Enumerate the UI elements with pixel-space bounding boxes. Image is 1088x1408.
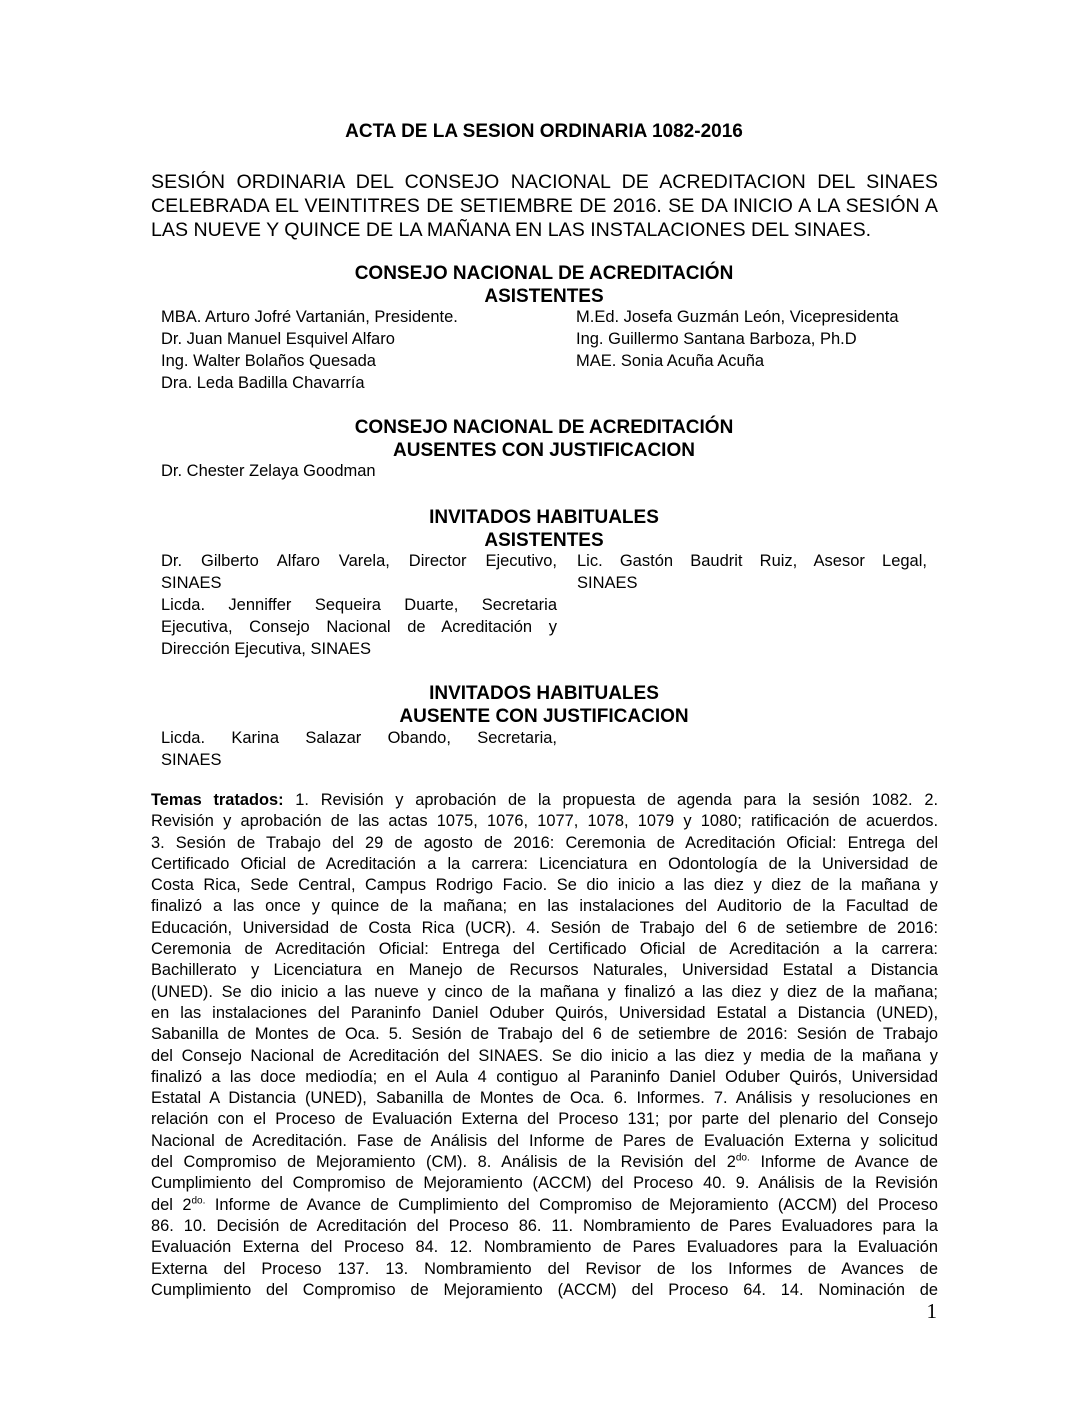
topics-line: 86. 10. Decisión de Acreditación del Proceso 86. 11. Nombramiento de Pares Evaluadores para la — [151, 1216, 938, 1235]
topics-line: finalizó a las once y quince de la mañana; en las instalaciones del Auditorio de la Facultad de — [151, 897, 938, 916]
guest-line: Dr. Gilberto Alfaro Varela, Director Ejecutivo, — [161, 552, 557, 570]
guests-absent-heading — [0, 682, 1088, 728]
superscript: do. — [191, 1195, 206, 1207]
topics-line — [151, 1152, 938, 1173]
council-absent-list — [161, 460, 376, 482]
attendee-name: Dra. Leda Badilla Chavarría — [161, 374, 365, 392]
topics-paragraph — [151, 790, 938, 1301]
topics-line: Externa del Proceso 137. 13. Nombramiento del Revisor de los Informes de Avances de — [151, 1259, 938, 1278]
topics-text: del Compromiso de Mejoramiento (CM). 8. Análisis de la Revisión del 2 — [151, 1153, 736, 1172]
topics-line: Bachillerato y Licenciatura en Manejo de Recursos Naturales, Universidad Estatal a Distancia — [151, 961, 938, 980]
topics-line: Estatal A Distancia (UNED), Sabanilla de Montes de Oca. 6. Informes. 7. Análisis y resoluciones en — [151, 1089, 938, 1108]
topics-line: Revisión y aprobación de las actas 1075, 1076, 1077, 1078, 1079 y 1080; ratificación de acuerdos. — [151, 812, 938, 831]
attendee-name: Dr. Juan Manuel Esquivel Alfaro — [161, 330, 395, 348]
topics-line: Cumplimiento del Compromiso de Mejoramiento (ACCM) del Proceso 40. 9. Análisis de la Revisión — [151, 1174, 938, 1193]
attendee-name: Dr. Chester Zelaya Goodman — [161, 462, 376, 480]
topics-line: finalizó a las doce mediodía; en el Aula 4 contiguo al Paraninfo Daniel Oduber Quirós, Universidad — [151, 1067, 938, 1086]
section-heading: CONSEJO NACIONAL DE ACREDITACIÓN — [354, 417, 734, 438]
guest-line: Licda. Jenniffer Sequeira Duarte, Secretaria — [161, 596, 557, 614]
guest-line: SINAES — [161, 574, 222, 592]
council-present-heading — [0, 262, 1088, 308]
topics-line: del Consejo Nacional de Acreditación del SINAES. Se dio inicio a las diez y media de la mañana y — [151, 1046, 938, 1065]
guest-line: Lic. Gastón Baudrit Ruiz, Asesor Legal, — [577, 552, 927, 570]
attendee-name: MAE. Sonia Acuña Acuña — [576, 352, 765, 370]
topics-line: relación con el Proceso de Evaluación Externa del Proceso 131; por parte del plenario del Consejo — [151, 1110, 938, 1129]
topics-line: en las instalaciones del Paraninfo Daniel Oduber Quirós, Universidad Estatal a Distancia (UNED), — [151, 1003, 938, 1022]
topics-line: Certificado Oficial de Acreditación a la carrera: Licenciatura en Odontología de la Universidad de — [151, 854, 938, 873]
topics-text: Informe de Avance de — [749, 1153, 938, 1172]
attendee-name: Ing. Guillermo Santana Barboza, Ph.D — [576, 330, 857, 348]
session-intro — [151, 170, 938, 242]
guest-line: Ejecutiva, Consejo Nacional de Acreditación y — [161, 618, 557, 636]
section-subheading: ASISTENTES — [484, 530, 604, 551]
document-title: ACTA DE LA SESION ORDINARIA 1082-2016 — [345, 121, 743, 142]
council-present-right — [576, 306, 899, 372]
topics-line: Nacional de Acreditación. Fase de Análisis del Informe de Pares de Evaluación Externa y solicitud — [151, 1131, 938, 1150]
council-present-left — [161, 306, 458, 394]
topics-line: Sabanilla de Montes de Oca. 5. Sesión de Trabajo del 6 de setiembre de 2016: Sesión de Trabajo — [151, 1025, 938, 1044]
attendee-name: M.Ed. Josefa Guzmán León, Vicepresidenta — [576, 308, 899, 326]
guest-line: SINAES — [161, 751, 222, 769]
topics-text: 1. Revisión y aprobación de la propuesta de agenda para la sesión 1082. 2. — [283, 791, 938, 809]
topics-text: del 2 — [151, 1195, 192, 1214]
section-heading: INVITADOS HABITUALES — [429, 507, 659, 528]
section-heading: CONSEJO NACIONAL DE ACREDITACIÓN — [354, 263, 734, 284]
topics-line: Educación, Universidad de Costa Rica (UCR). 4. Sesión de Trabajo del 6 de setiembre de 2016: — [151, 918, 938, 937]
attendee-name: MBA. Arturo Jofré Vartanián, Presidente. — [161, 308, 458, 326]
council-absent-heading — [0, 416, 1088, 462]
guest-entry — [577, 550, 927, 594]
page-number: 1 — [926, 1299, 937, 1323]
topics-line: 3. Sesión de Trabajo del 29 de agosto de 2016: Ceremonia de Acreditación Oficial: Entrega del — [151, 833, 938, 852]
intro-line: SESIÓN ORDINARIA DEL CONSEJO NACIONAL DE ACREDITACION DEL SINAES — [151, 171, 938, 193]
topics-line — [151, 790, 938, 811]
topics-line: Cumplimiento del Compromiso de Mejoramiento (ACCM) del Proceso 64. 14. Nominación de — [151, 1280, 938, 1299]
guests-present-heading — [0, 506, 1088, 552]
superscript: do. — [735, 1152, 750, 1164]
section-subheading: AUSENTE CON JUSTIFICACION — [399, 706, 689, 727]
topics-text: Informe de Avance de Cumplimiento del Compromiso de Mejoramiento (ACCM) del Proceso — [205, 1195, 939, 1214]
topics-line: Costa Rica, Sede Central, Campus Rodrigo Facio. Se dio inicio a las diez y diez de la mañana y — [151, 876, 938, 895]
topics-line: Evaluación Externa del Proceso 84. 12. Nombramiento de Pares Evaluadores para la Evaluación — [151, 1238, 938, 1257]
guest-line: Dirección Ejecutiva, SINAES — [161, 640, 371, 658]
guest-entry — [161, 550, 557, 660]
attendee-name: Ing. Walter Bolaños Quesada — [161, 352, 376, 370]
intro-line: CELEBRADA EL VEINTITRES DE SETIEMBRE DE 2016. SE DA INICIO A LA SESIÓN A — [151, 195, 938, 217]
topics-label: Temas tratados: — [151, 791, 284, 809]
section-heading: INVITADOS HABITUALES — [429, 683, 659, 704]
guest-entry — [161, 727, 557, 771]
topics-line — [151, 1195, 938, 1216]
topics-line: (UNED). Se dio inicio a las nueve y cinco de la mañana y finalizó a las diez y diez de la mañana; — [151, 982, 938, 1001]
topics-line: Ceremonia de Acreditación Oficial: Entrega del Certificado Oficial de Acreditación a la carrera: — [151, 940, 938, 959]
section-subheading: ASISTENTES — [484, 286, 604, 307]
intro-line: LAS NUEVE Y QUINCE DE LA MAÑANA EN LAS INSTALACIONES DEL SINAES. — [151, 219, 872, 241]
guest-line: Licda. Karina Salazar Obando, Secretaria, — [161, 729, 557, 747]
guest-line: SINAES — [577, 574, 638, 592]
section-subheading: AUSENTES CON JUSTIFICACION — [393, 440, 695, 461]
